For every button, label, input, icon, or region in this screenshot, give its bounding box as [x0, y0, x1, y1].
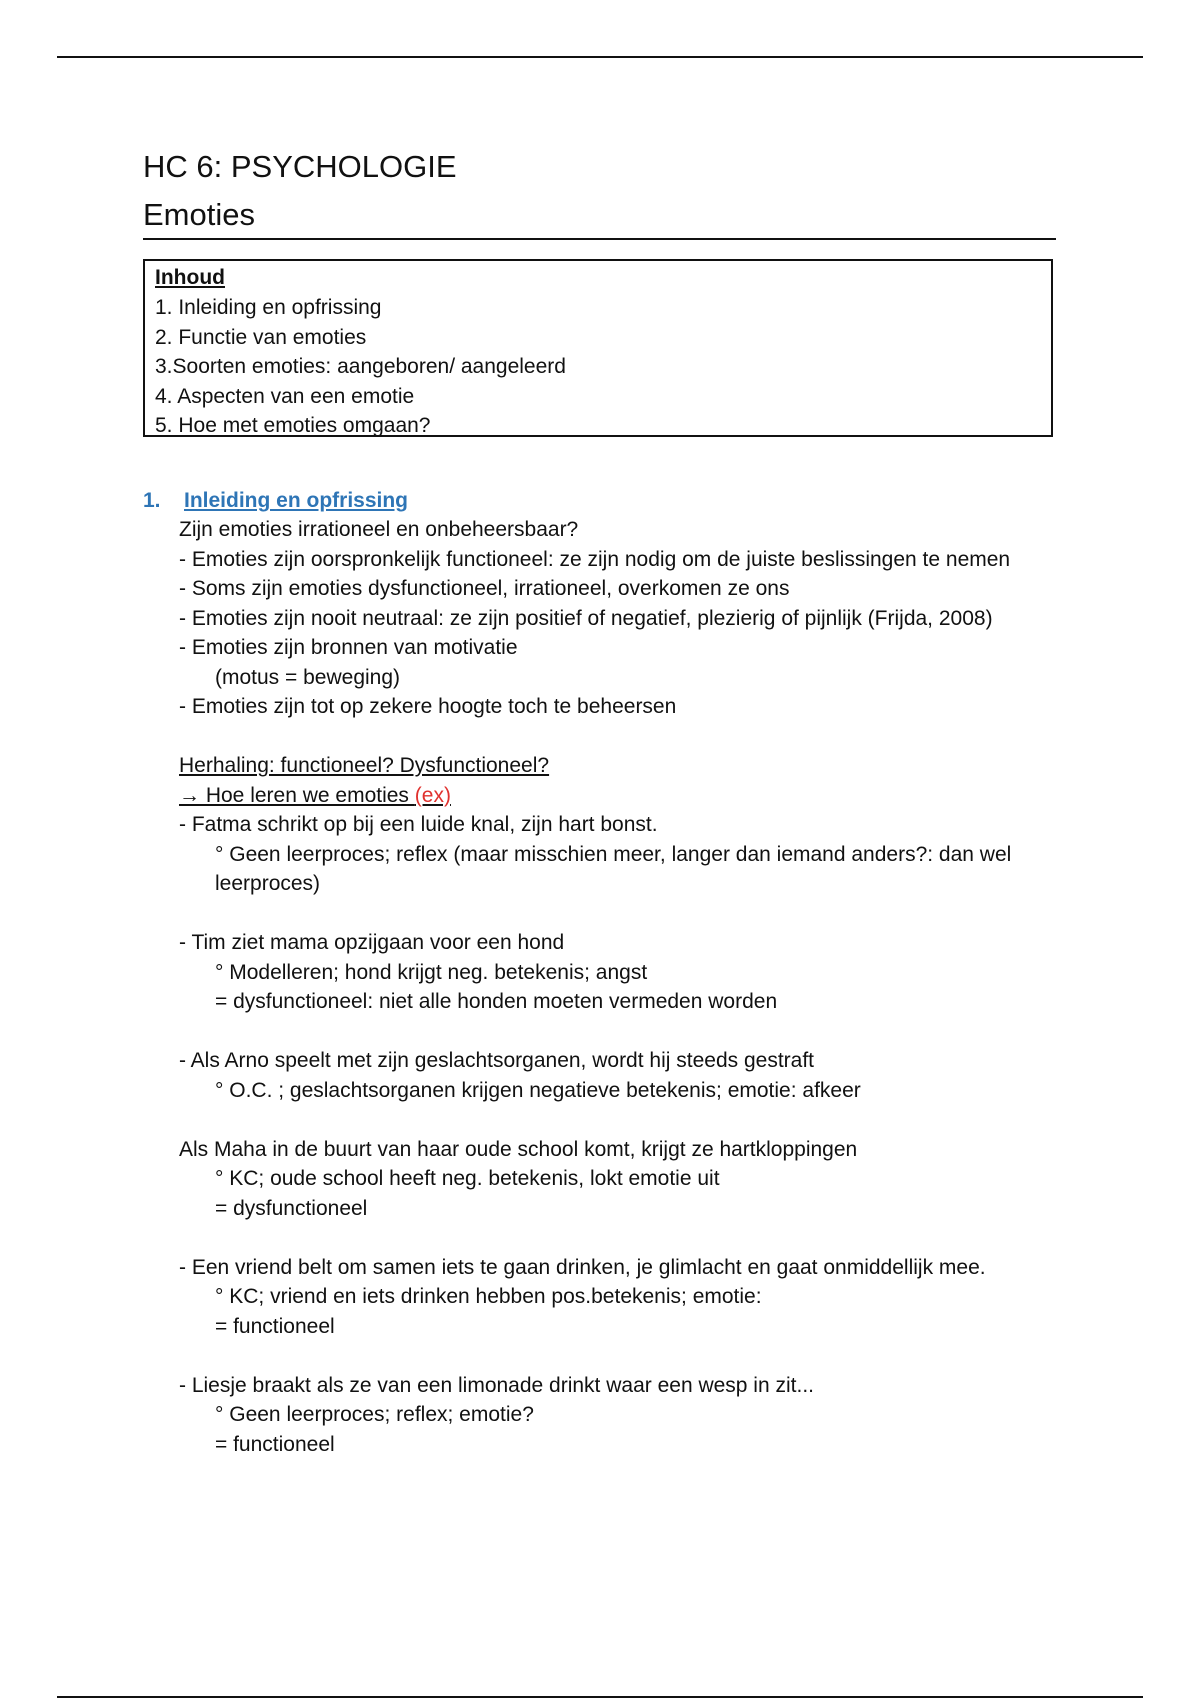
example-detail: ° Geen leerproces; reflex; emotie?	[215, 1403, 534, 1426]
spacer	[179, 899, 1059, 929]
example-detail: ° O.C. ; geslachtsorganen krijgen negatieve betekenis; emotie: afkeer	[215, 1078, 861, 1102]
spacer	[179, 722, 1059, 752]
intro-line: - Emoties zijn oorspronkelijk functioneel: ze zijn nodig om de juiste beslissingen te nemen	[179, 547, 1011, 571]
table-of-contents	[143, 259, 1053, 437]
toc-item: 4. Aspecten van een emotie	[155, 384, 415, 408]
spacer	[179, 1017, 1059, 1047]
example-detail: = functioneel	[215, 1432, 335, 1456]
spacer	[179, 1105, 1059, 1135]
example-detail: = dysfunctioneel: niet alle honden moeten vermeden worden	[215, 990, 778, 1013]
toc-heading: Inhoud	[155, 266, 225, 289]
intro-line: - Emoties zijn nooit neutraal: ze zijn positief of negatief, plezierig of pijnlijk (Frijda, 2008)	[179, 606, 993, 630]
toc-item: 5. Hoe met emoties omgaan?	[155, 414, 431, 437]
example-detail: ° Geen leerproces; reflex (maar misschien meer, langer dan iemand anders?: dan wel leerproces)	[215, 842, 1012, 895]
example-detail: ° KC; vriend en iets drinken hebben pos.betekenis; emotie:	[215, 1285, 762, 1308]
example-detail: = dysfunctioneel	[215, 1196, 368, 1220]
page-subtitle: Emoties	[143, 197, 255, 232]
section-1-body	[179, 515, 1059, 1459]
section-number: 1.	[143, 489, 161, 512]
toc-item: 1. Inleiding en opfrissing	[155, 296, 382, 319]
title-underline	[143, 238, 1056, 240]
section-1-heading	[143, 486, 408, 516]
example-line: - Tim ziet mama opzijgaan voor een hond	[179, 931, 565, 954]
intro-line: (motus = beweging)	[215, 665, 401, 689]
arrow-question-text: → Hoe leren we emoties	[179, 783, 415, 807]
example-line: - Liesje braakt als ze van een limonade drinkt waar een wesp in zit...	[179, 1373, 814, 1397]
section-title: Inleiding en opfrissing	[184, 489, 409, 512]
intro-line: - Emoties zijn bronnen van motivatie	[179, 636, 518, 659]
spacer	[179, 1341, 1059, 1371]
example-line: Als Maha in de buurt van haar oude school komt, krijgt ze hartkloppingen	[179, 1137, 858, 1161]
page-title: HC 6: PSYCHOLOGIE	[143, 149, 457, 184]
example-line: - Als Arno speelt met zijn geslachtsorganen, wordt hij steeds gestraft	[179, 1049, 814, 1072]
example-detail: ° Modelleren; hond krijgt neg. betekenis; angst	[215, 960, 648, 984]
example-marker: (ex)	[414, 783, 451, 807]
toc-item: 2. Functie van emoties	[155, 325, 367, 349]
page-top-rule	[57, 56, 1143, 58]
example-detail: = functioneel	[215, 1314, 335, 1338]
intro-line: Zijn emoties irrationeel en onbeheersbaar?	[179, 518, 579, 541]
example-line: - Een vriend belt om samen iets te gaan drinken, je glimlacht en gaat onmiddellijk mee.	[179, 1255, 986, 1279]
page-bottom-rule	[57, 1696, 1143, 1698]
example-line: - Fatma schrikt op bij een luide knal, zijn hart bonst.	[179, 813, 658, 836]
recap-heading: Herhaling: functioneel? Dysfunctioneel?	[179, 754, 550, 777]
spacer	[179, 1223, 1059, 1253]
example-detail: ° KC; oude school heeft neg. betekenis, lokt emotie uit	[215, 1167, 720, 1190]
intro-line: - Emoties zijn tot op zekere hoogte toch te beheersen	[179, 695, 677, 718]
intro-line: - Soms zijn emoties dysfunctioneel, irrationeel, overkomen ze ons	[179, 577, 790, 600]
arrow-question	[179, 781, 1059, 811]
toc-item: 3.Soorten emoties: aangeboren/ aangeleerd	[155, 355, 566, 378]
